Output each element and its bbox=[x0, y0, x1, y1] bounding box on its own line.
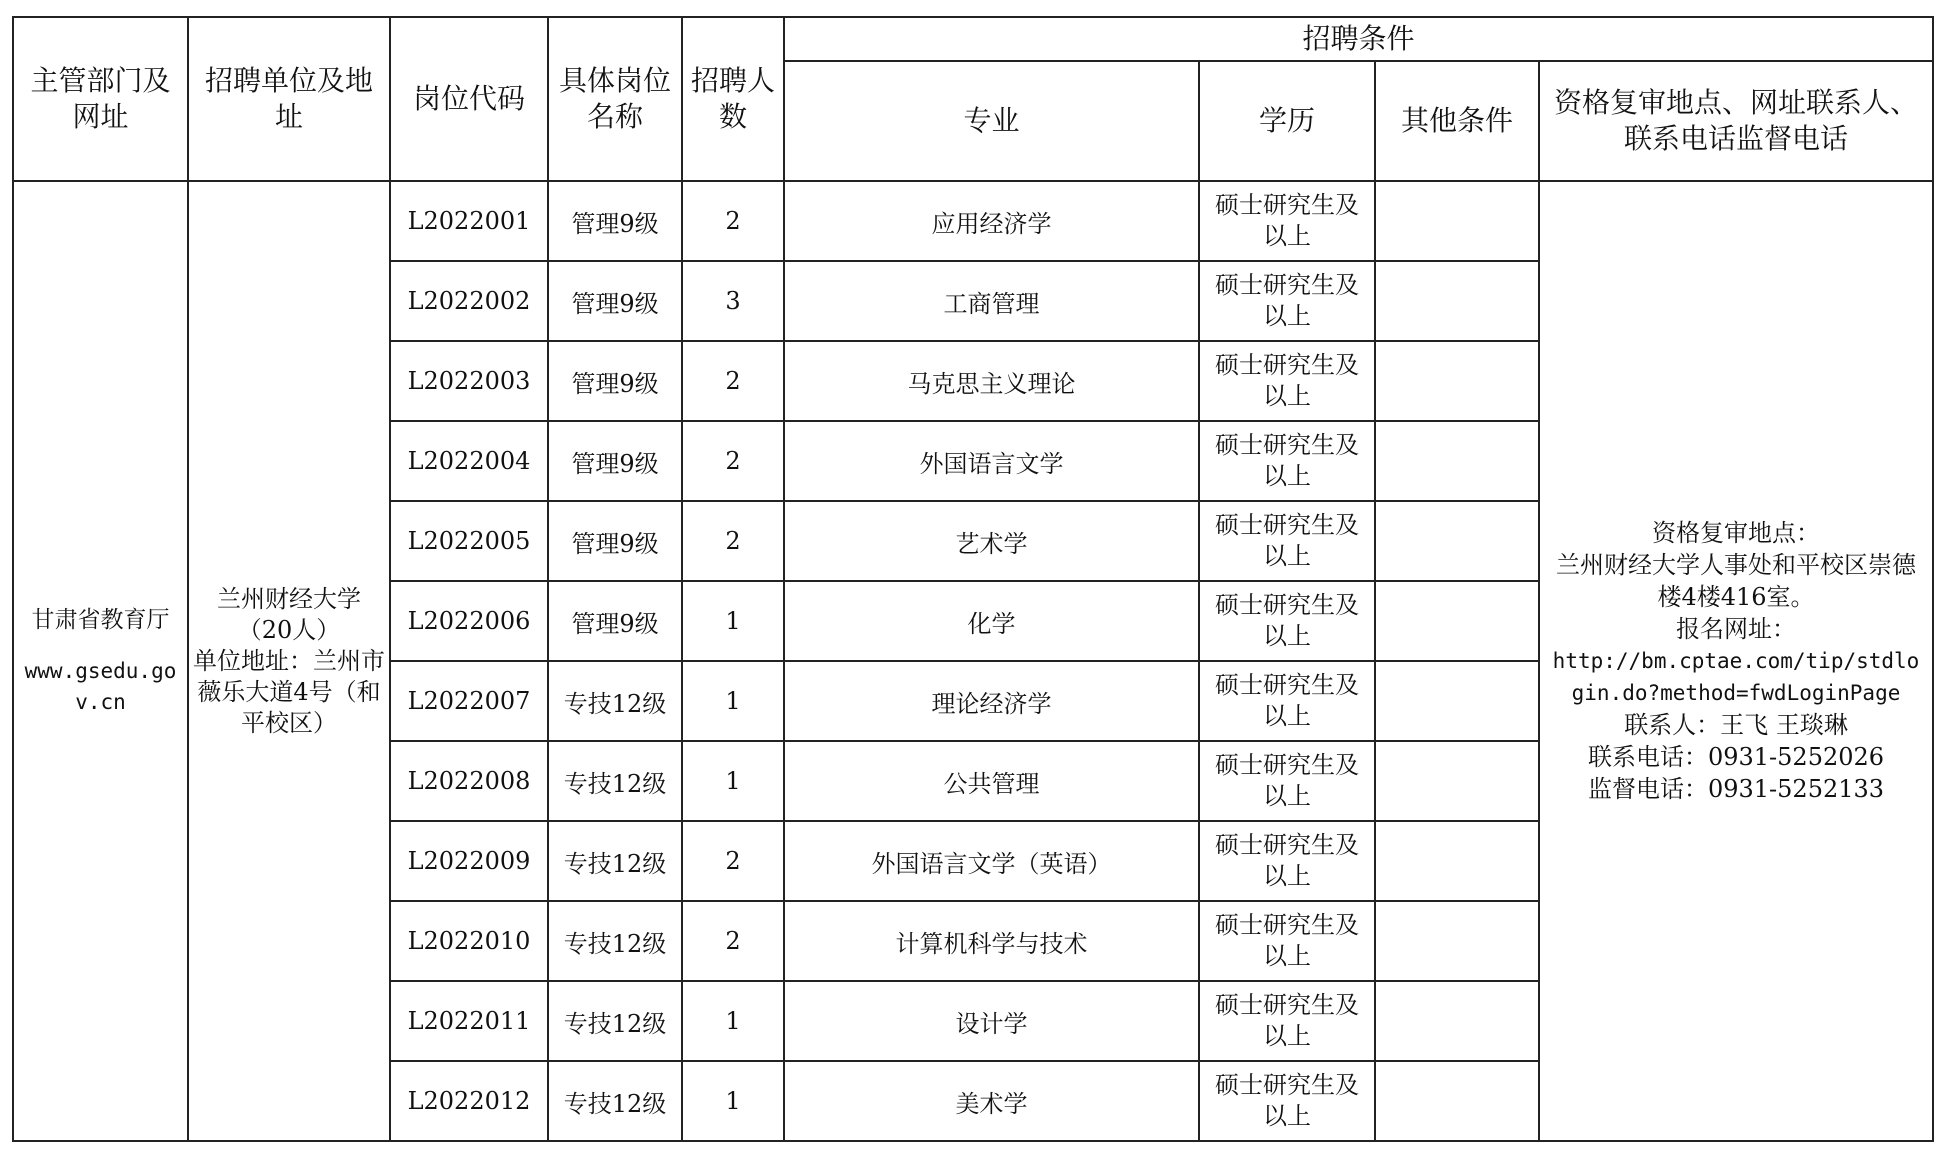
dept-name: 甘肃省教育厅 bbox=[31, 606, 170, 633]
cell-count: 2 bbox=[682, 421, 784, 501]
unit-cell bbox=[188, 181, 390, 1141]
cell-code: L2022010 bbox=[390, 901, 548, 981]
cell-code: L2022004 bbox=[390, 421, 548, 501]
cell-code: L2022009 bbox=[390, 821, 548, 901]
cell-count: 2 bbox=[682, 901, 784, 981]
dept-cell bbox=[13, 181, 188, 1141]
cell-count: 1 bbox=[682, 581, 784, 661]
header-dept: 主管部门及网址 bbox=[13, 17, 188, 181]
cell-education: 硕士研究生及以上 bbox=[1199, 341, 1375, 421]
cell-other bbox=[1375, 661, 1539, 741]
cell-code: L2022008 bbox=[390, 741, 548, 821]
recruitment-table bbox=[12, 16, 1934, 1142]
cell-other bbox=[1375, 181, 1539, 261]
table-row bbox=[13, 181, 1933, 261]
contact-phone: 联系电话：0931-5252026 bbox=[1587, 743, 1885, 771]
cell-major: 艺术学 bbox=[784, 501, 1199, 581]
cell-position: 专技12级 bbox=[548, 821, 682, 901]
cell-other bbox=[1375, 741, 1539, 821]
cell-position: 专技12级 bbox=[548, 741, 682, 821]
cell-major: 外国语言文学 bbox=[784, 421, 1199, 501]
cell-other bbox=[1375, 1061, 1539, 1141]
cell-education: 硕士研究生及以上 bbox=[1199, 821, 1375, 901]
header-count: 招聘人数 bbox=[682, 17, 784, 181]
header-conditions: 招聘条件 bbox=[784, 17, 1933, 61]
supervision-phone: 监督电话：0931-5252133 bbox=[1587, 775, 1885, 803]
cell-position: 管理9级 bbox=[548, 181, 682, 261]
cell-education: 硕士研究生及以上 bbox=[1199, 261, 1375, 341]
cell-education: 硕士研究生及以上 bbox=[1199, 661, 1375, 741]
cell-major: 设计学 bbox=[784, 981, 1199, 1061]
cell-other bbox=[1375, 581, 1539, 661]
cell-education: 硕士研究生及以上 bbox=[1199, 741, 1375, 821]
cell-major: 化学 bbox=[784, 581, 1199, 661]
cell-major: 应用经济学 bbox=[784, 181, 1199, 261]
cell-position: 专技12级 bbox=[548, 1061, 682, 1141]
cell-other bbox=[1375, 341, 1539, 421]
cell-count: 1 bbox=[682, 981, 784, 1061]
cell-code: L2022012 bbox=[390, 1061, 548, 1141]
cell-other bbox=[1375, 981, 1539, 1061]
header-code: 岗位代码 bbox=[390, 17, 548, 181]
cell-education: 硕士研究生及以上 bbox=[1199, 581, 1375, 661]
header-education: 学历 bbox=[1199, 61, 1375, 181]
dept-url: www.gsedu.gov.cn bbox=[24, 658, 177, 714]
cell-code: L2022006 bbox=[390, 581, 548, 661]
unit-address: 单位地址：兰州市薇乐大道4号（和平校区） bbox=[193, 646, 385, 737]
cell-count: 2 bbox=[682, 821, 784, 901]
header-contact: 资格复审地点、网址联系人、联系电话监督电话 bbox=[1539, 61, 1933, 181]
cell-other bbox=[1375, 261, 1539, 341]
cell-education: 硕士研究生及以上 bbox=[1199, 901, 1375, 981]
review-place: 兰州财经大学人事处和平校区崇德楼4楼416室。 bbox=[1556, 551, 1916, 611]
cell-position: 管理9级 bbox=[548, 581, 682, 661]
cell-other bbox=[1375, 821, 1539, 901]
cell-education: 硕士研究生及以上 bbox=[1199, 981, 1375, 1061]
cell-position: 管理9级 bbox=[548, 501, 682, 581]
cell-count: 2 bbox=[682, 341, 784, 421]
review-label: 资格复审地点： bbox=[1652, 519, 1820, 547]
cell-major: 计算机科学与技术 bbox=[784, 901, 1199, 981]
cell-count: 1 bbox=[682, 661, 784, 741]
contact-cell bbox=[1539, 181, 1933, 1141]
cell-other bbox=[1375, 501, 1539, 581]
cell-count: 2 bbox=[682, 181, 784, 261]
table-body bbox=[13, 181, 1933, 1141]
cell-code: L2022001 bbox=[390, 181, 548, 261]
cell-major: 工商管理 bbox=[784, 261, 1199, 341]
cell-count: 3 bbox=[682, 261, 784, 341]
cell-education: 硕士研究生及以上 bbox=[1199, 501, 1375, 581]
header-unit: 招聘单位及地址 bbox=[188, 17, 390, 181]
cell-position: 专技12级 bbox=[548, 981, 682, 1061]
cell-count: 1 bbox=[682, 741, 784, 821]
header-position: 具体岗位名称 bbox=[548, 17, 682, 181]
cell-code: L2022011 bbox=[390, 981, 548, 1061]
cell-position: 专技12级 bbox=[548, 901, 682, 981]
cell-education: 硕士研究生及以上 bbox=[1199, 181, 1375, 261]
cell-other bbox=[1375, 421, 1539, 501]
cell-code: L2022002 bbox=[390, 261, 548, 341]
signup-url[interactable]: http://bm.cptae.com/tip/stdlogin.do?method=fwdLoginPage bbox=[1552, 649, 1920, 705]
header-major: 专业 bbox=[784, 61, 1199, 181]
contact-persons: 联系人：王飞 王琰琳 bbox=[1624, 711, 1848, 739]
cell-major: 外国语言文学（英语） bbox=[784, 821, 1199, 901]
cell-major: 公共管理 bbox=[784, 741, 1199, 821]
cell-position: 管理9级 bbox=[548, 261, 682, 341]
cell-code: L2022005 bbox=[390, 501, 548, 581]
cell-position: 管理9级 bbox=[548, 421, 682, 501]
cell-major: 马克思主义理论 bbox=[784, 341, 1199, 421]
cell-other bbox=[1375, 901, 1539, 981]
cell-position: 专技12级 bbox=[548, 661, 682, 741]
cell-major: 理论经济学 bbox=[784, 661, 1199, 741]
cell-position: 管理9级 bbox=[548, 341, 682, 421]
unit-count: （20人） bbox=[237, 615, 341, 644]
cell-education: 硕士研究生及以上 bbox=[1199, 421, 1375, 501]
unit-name: 兰州财经大学 bbox=[217, 584, 361, 613]
cell-education: 硕士研究生及以上 bbox=[1199, 1061, 1375, 1141]
cell-count: 2 bbox=[682, 501, 784, 581]
signup-label: 报名网址： bbox=[1676, 615, 1796, 643]
cell-major: 美术学 bbox=[784, 1061, 1199, 1141]
cell-count: 1 bbox=[682, 1061, 784, 1141]
cell-code: L2022003 bbox=[390, 341, 548, 421]
cell-code: L2022007 bbox=[390, 661, 548, 741]
header-other: 其他条件 bbox=[1375, 61, 1539, 181]
